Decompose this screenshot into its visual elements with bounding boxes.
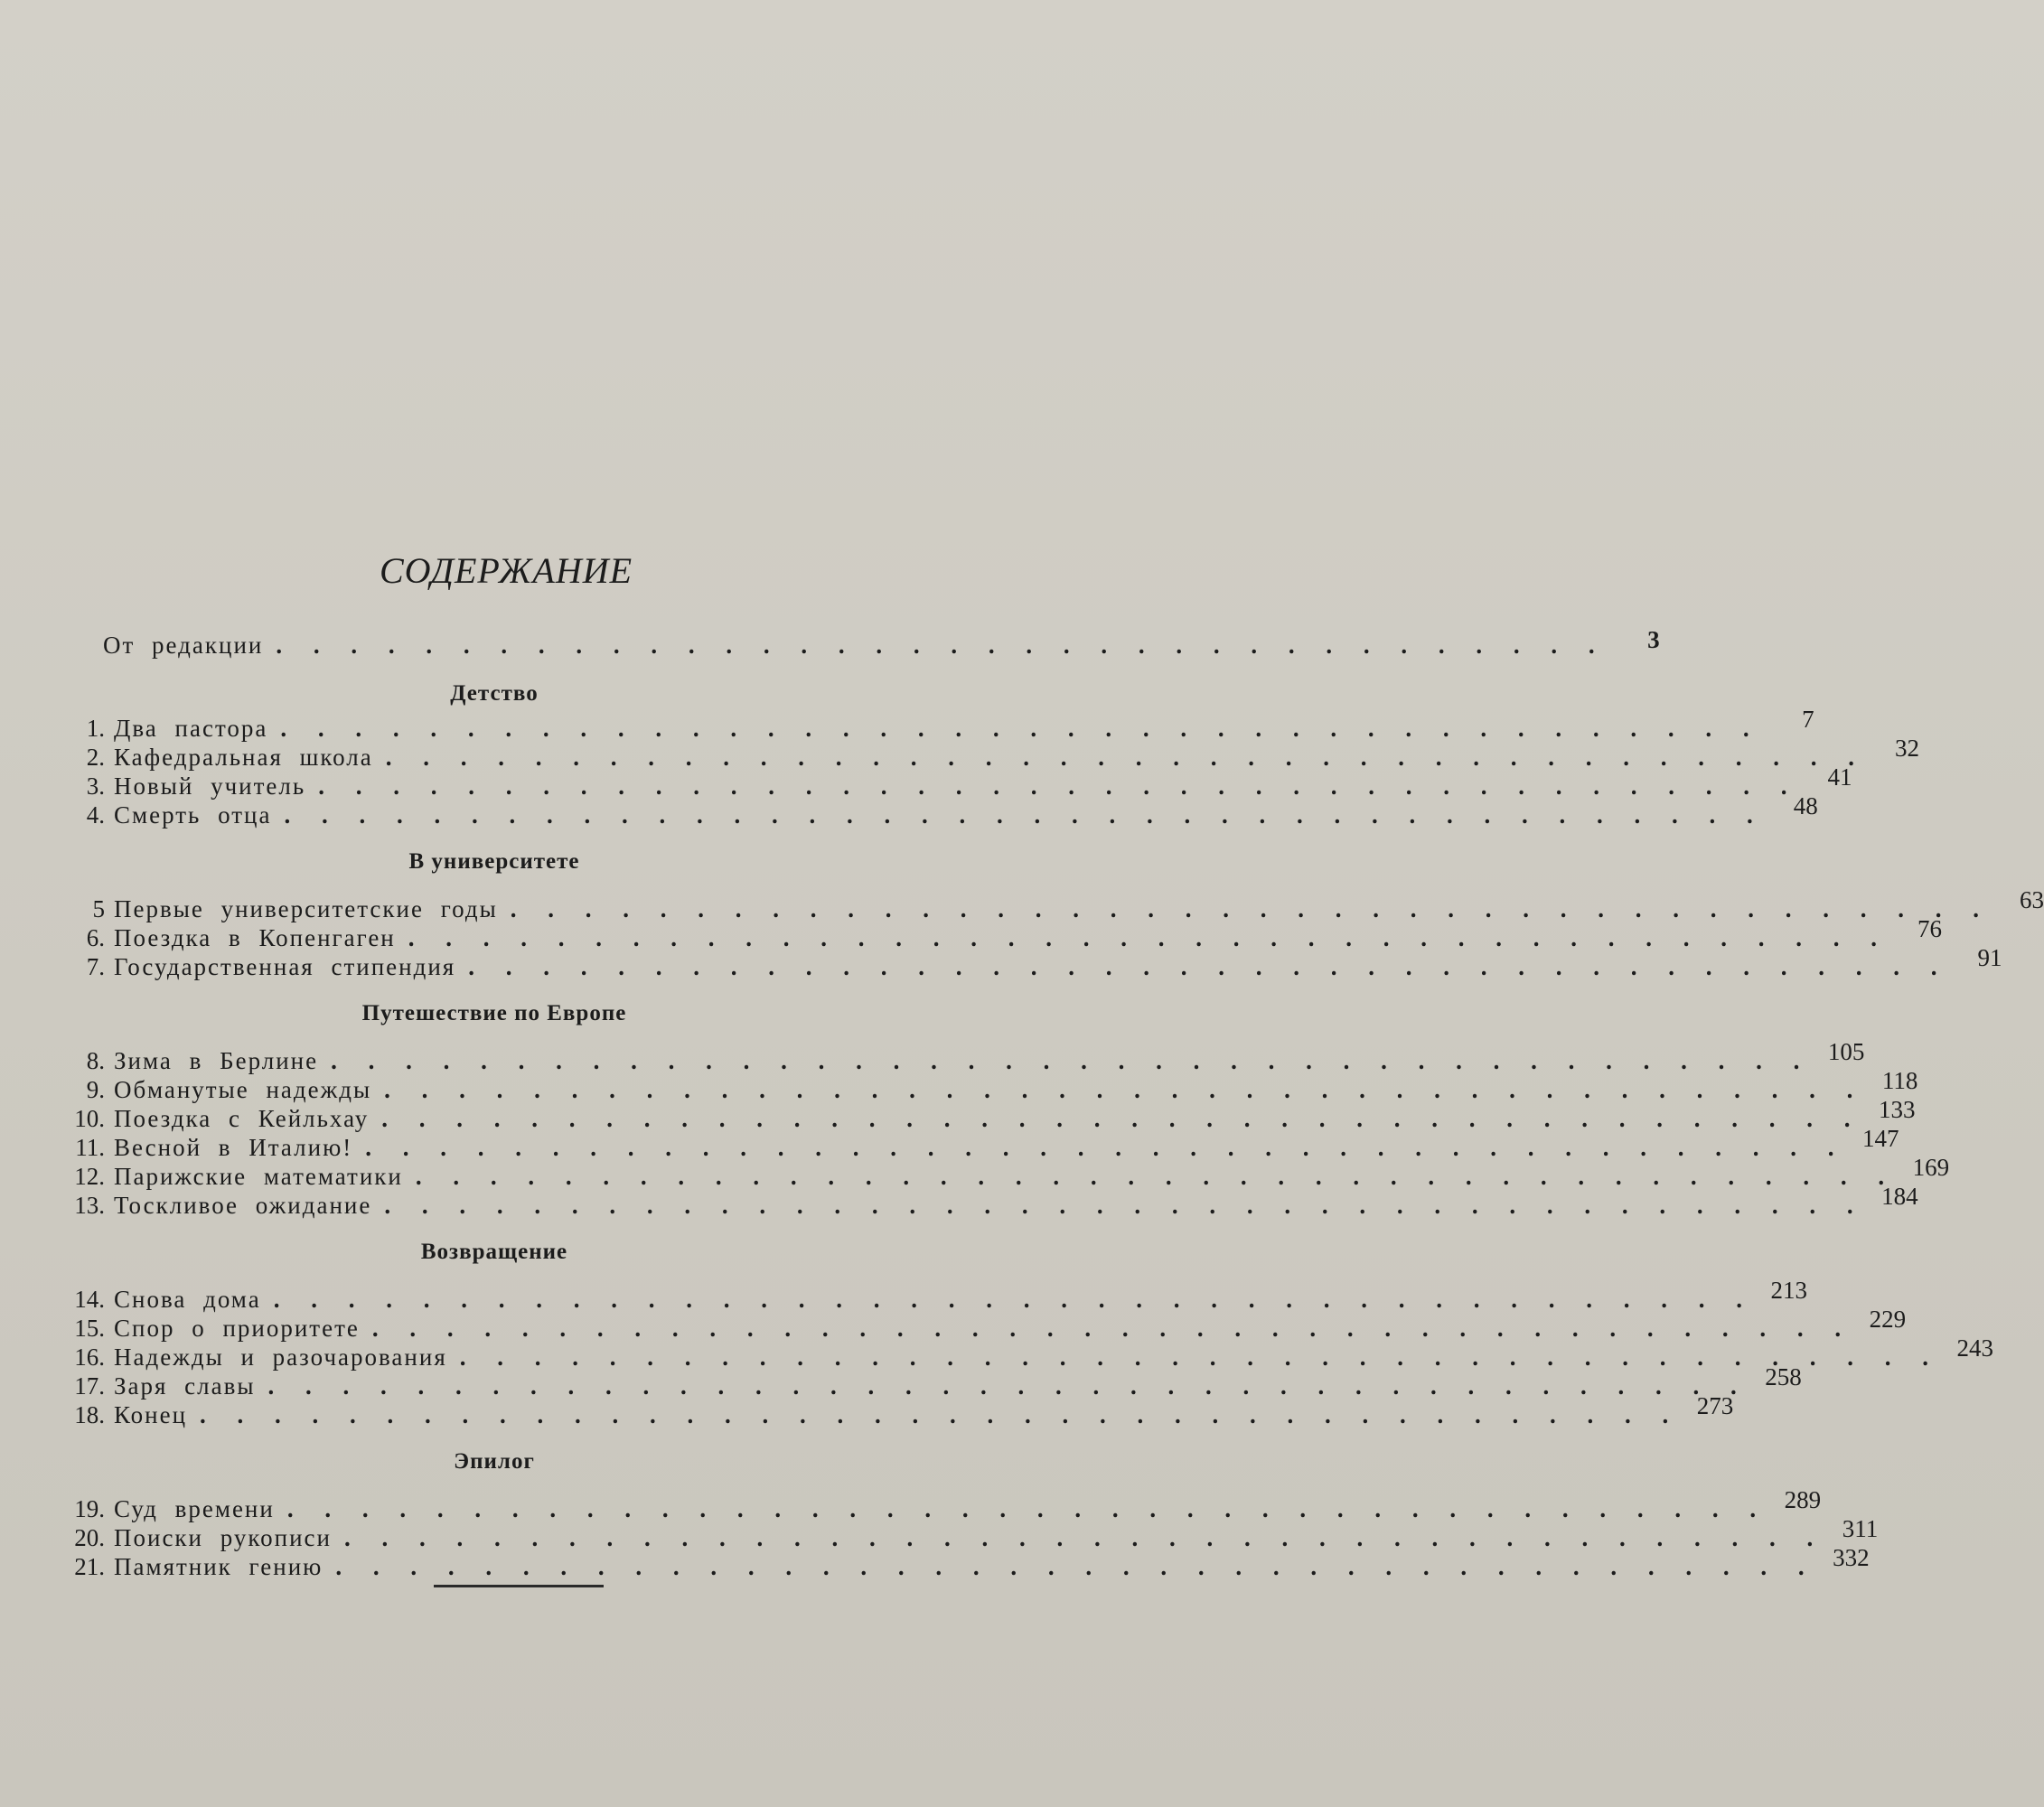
toc-entry: [58, 1067, 1918, 1104]
toc-entry: [58, 763, 1852, 801]
toc-entry: [58, 944, 2002, 981]
dot-leader: . . . . . . . . . . . . . . . . . . . . . . . . . . . . . . . . . . . . . . . .: [510, 895, 1992, 922]
toc-entry-page: 273: [1696, 1392, 1734, 1419]
toc-entry-page: 258: [1765, 1363, 1802, 1390]
toc-entry: [58, 1392, 1734, 1429]
toc-entry-number: 10.: [74, 1105, 105, 1132]
toc-entry-page: 243: [1956, 1334, 1993, 1362]
table-of-contents: [58, 623, 2044, 1581]
dot-leader: . . . . . . . . . . . . . . . . . . . . . . . . . . . . . . . . . . . . . . . .: [384, 1192, 1866, 1219]
toc-entry-title: Памятник гению: [114, 1553, 323, 1580]
toc-entry: [58, 1154, 1950, 1191]
dot-leader: . . . . . . . . . . . . . . . . . . . . . . . . . . . . . . . . . . . . . . . .: [273, 1286, 1755, 1313]
toc-entry-title: Заря славы: [114, 1372, 256, 1400]
toc-entry-page: 289: [1784, 1486, 1822, 1513]
dot-leader: . . . . . . . . . . . . . . . . . . . . . . . . . . . . . . . . . . . . . . . .: [371, 1315, 1854, 1342]
toc-entry-number: 1.: [86, 715, 105, 742]
spacer: [58, 1034, 967, 1046]
toc-entry-title: Снова дома: [114, 1286, 261, 1313]
toc-entry-number: 9.: [86, 1076, 105, 1103]
toc-entry-page: 147: [1861, 1125, 1899, 1152]
toc-entry-page: 105: [1827, 1038, 1865, 1065]
toc-entry-title: Конец: [114, 1401, 188, 1428]
toc-entry-title: Обманутые надежды: [114, 1076, 372, 1103]
toc-entry-number: 6.: [86, 924, 105, 951]
dot-leader: . . . . . . . . . . . . . . . . . . . . . . . . . . . . . . . . . . . . . . . .: [384, 1076, 1866, 1103]
toc-entry-title: Спор о приоритете: [114, 1315, 360, 1342]
toc-entry: [58, 1038, 1865, 1075]
toc-entry-page: 213: [1770, 1277, 1807, 1304]
spacer: [58, 1429, 967, 1442]
toc-entry-number: 12.: [74, 1163, 105, 1190]
toc-entry-page: 76: [1917, 915, 1943, 942]
toc-entry-number: 21.: [74, 1553, 105, 1580]
dot-leader: . . . . . . . . . . . . . . . . . . . . . . . . . . . . . . . . . . . . . . . .: [331, 1047, 1813, 1074]
spacer: [58, 1272, 967, 1285]
toc-entry-number: 2.: [86, 744, 105, 771]
dot-leader: . . . . . . . . . . . . . . . . . . . . . . . . . . . . . . . . . . . . . . . .: [415, 1163, 1898, 1190]
toc-entry-title: Первые университетские годы: [114, 895, 498, 922]
toc-entry-page: 229: [1869, 1306, 1907, 1333]
toc-entry-page: 118: [1881, 1067, 1918, 1094]
toc-entry: [58, 735, 1919, 772]
toc-entry: [58, 886, 2044, 923]
toc-entry-title: Весной в Италию!: [114, 1134, 353, 1161]
toc-entry-number: 5: [92, 895, 105, 922]
toc-entry: [58, 1306, 1907, 1343]
dot-leader: . . . . . . . . . . . . . . . . . . . . . . . . . . . . . . . . . . . . . . . .: [385, 744, 1867, 771]
toc-entry-title: Новый учитель: [114, 772, 306, 800]
spacer: [58, 1482, 967, 1494]
toc-entry-title: Поиски рукописи: [114, 1524, 332, 1551]
toc-entry-page: 3: [1647, 626, 1660, 653]
toc-entry-number: 8.: [86, 1047, 105, 1074]
toc-entry-number: 20.: [74, 1524, 105, 1551]
toc-entry-title: От редакции: [103, 632, 264, 659]
toc-entry-number: 17.: [74, 1372, 105, 1400]
toc-entry-title: Государственная стипендия: [114, 953, 456, 980]
section-heading: В университете: [408, 849, 580, 874]
toc-entry-page: 91: [1977, 944, 2002, 971]
toc-entry: [58, 915, 1943, 952]
dot-leader: . . . . . . . . . . . . . . . . . . . . . . . . . . . . . . . . . . . . . . . .: [200, 1401, 1682, 1428]
toc-entry-title: Смерть отца: [114, 801, 272, 829]
toc-entry-title: Зима в Берлине: [114, 1047, 319, 1074]
toc-entry-number: 15.: [74, 1315, 105, 1342]
toc-entry-page: 7: [1802, 706, 1814, 733]
toc-entry-page: 332: [1833, 1544, 1870, 1571]
toc-entry: [58, 1183, 1918, 1220]
end-rule: [434, 1585, 604, 1587]
toc-entry-title: Поездка с Кейльхау: [114, 1105, 370, 1132]
dot-leader: . . . . . . . . . . . . . . . . . . . . . . . . . . . . . . . . . . . . . . . .: [286, 1495, 1769, 1522]
dot-leader: . . . . . . . . . . . . . . . . . . . . . . . . . . . . . . . . . . . . . . . .: [468, 953, 1950, 980]
toc-entry: [58, 1125, 1899, 1162]
section-heading: Детство: [450, 681, 539, 706]
dot-leader: . . . . . . . . . . . . . . . . . . . . . . . . . . . . . . . . . . . . . . . .: [408, 924, 1890, 951]
toc-entry-number: 16.: [74, 1344, 105, 1371]
dot-leader: . . . . . . . . . . . . . . . . . . . . . . . . . . . . . . . . . . . . . . . .: [365, 1134, 1847, 1161]
dot-leader: . . . . . . . . . . . . . . . . . . . . . . . . . . . . . . . . . . . . . . . .: [284, 801, 1766, 829]
dot-leader: . . . . . . . . . . . . . . . . . . . . . . . . . . . . . . . . . . . . . . . .: [343, 1524, 1826, 1551]
toc-entry: [58, 792, 1818, 829]
toc-entry-number: 19.: [74, 1495, 105, 1522]
toc-entry-number: 4.: [86, 801, 105, 829]
toc-entry-page: 311: [1842, 1515, 1879, 1542]
toc-entry-title: Суд времени: [114, 1495, 275, 1522]
section-heading: Эпилог: [454, 1449, 535, 1474]
dot-leader: . . . . . . . . . . . . . . . . . . . . . . . . . . . . . . . . . . . . . . . .: [280, 715, 1762, 742]
toc-entry-page: 48: [1793, 792, 1818, 819]
toc-entry-page: 41: [1827, 763, 1852, 791]
spacer: [58, 981, 967, 994]
toc-entry-number: 7.: [86, 953, 105, 980]
dot-leader: . . . . . . . . . . . . . . . . . . . . . . . . . . . . . . . . . . . . . . . .: [318, 772, 1800, 800]
dot-leader: . . . . . . . . . . . . . . . . . . . . . . . . . . . . . . . . . . . . . . . .: [335, 1553, 1817, 1580]
dot-leader: . . . . . . . . . . . . . . . . . . . . . . . . . . . . . . . . . . . .: [276, 632, 1608, 659]
toc-entry-page: 32: [1895, 735, 1919, 762]
toc-entry: [58, 706, 1814, 743]
spacer: [58, 1220, 967, 1232]
toc-entry: [58, 1515, 1879, 1552]
toc-entry-title: Надежды и разочарования: [114, 1344, 447, 1371]
toc-entry-number: 18.: [74, 1401, 105, 1428]
toc-entry-title: Поездка в Копенгаген: [114, 924, 396, 951]
toc-entry-number: 3.: [86, 772, 105, 800]
toc-entry-intro: [58, 623, 1660, 660]
toc-entry-title: Кафедральная школа: [114, 744, 373, 771]
dot-leader: . . . . . . . . . . . . . . . . . . . . . . . . . . . . . . . . . . . . . . . .: [381, 1105, 1863, 1132]
toc-entry: [58, 1334, 1993, 1372]
section-heading: Путешествие по Европе: [361, 1001, 627, 1025]
toc-entry-number: 11.: [75, 1134, 105, 1161]
toc-entry-page: 184: [1881, 1183, 1918, 1210]
dot-leader: . . . . . . . . . . . . . . . . . . . . . . . . . . . . . . . . . . . . . . . .: [459, 1344, 1941, 1371]
page-title: СОДЕРЖАНИЕ: [379, 550, 633, 591]
toc-entry: [58, 1544, 1870, 1581]
toc-entry-title: Парижские математики: [114, 1163, 403, 1190]
spacer: [58, 829, 967, 842]
toc-entry-page: 133: [1878, 1096, 1916, 1123]
toc-entry: [58, 1096, 1916, 1133]
dot-leader: . . . . . . . . . . . . . . . . . . . . . . . . . . . . . . . . . . . . . . . .: [267, 1372, 1749, 1400]
toc-entry-number: 13.: [74, 1192, 105, 1219]
toc-entry-title: Тоскливое ожидание: [114, 1192, 372, 1219]
toc-entry-title: Два пастора: [114, 715, 268, 742]
toc-entry-page: 63: [2019, 886, 2044, 913]
spacer: [58, 882, 967, 894]
toc-entry: [58, 1363, 1802, 1400]
section-heading: Возвращение: [420, 1240, 568, 1264]
toc-entry: [58, 1277, 1807, 1314]
toc-entry-number: 14.: [74, 1286, 105, 1313]
toc-entry-page: 169: [1912, 1154, 1950, 1181]
toc-entry: [58, 1486, 1822, 1523]
